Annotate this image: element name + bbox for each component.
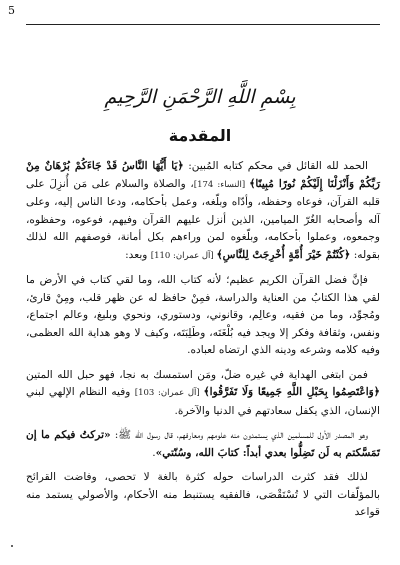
header-rule xyxy=(26,24,380,25)
basmala: بِسْمِ اللَّهِ الرَّحْمَنِ الرَّحِيمِ xyxy=(104,86,296,108)
paragraph-1 xyxy=(26,158,380,265)
verse-reference: [النساء: 174] xyxy=(193,179,250,190)
page-number: 5 xyxy=(8,4,15,17)
hadith-quote: «تركتُ فيكم ما إن تَمَسَّكتم به لَن تَضِلُّوا بعدي أبداً: كتابَ الله، وسُنّتي» xyxy=(26,429,380,459)
verse-reference: [آل عمران: 110] xyxy=(150,250,217,261)
paragraph-4 xyxy=(26,427,380,462)
verse-reference: [آل عمران: 103] xyxy=(134,388,204,398)
quran-verse: ﴿وَاعْتَصِمُوا بِحَبْلِ اللَّهِ جَمِيعًا وَلَا تَفَرَّقُوا﴾ xyxy=(203,386,380,398)
text: وبعد: xyxy=(125,248,151,261)
text: . xyxy=(152,446,156,459)
body-text xyxy=(26,158,380,529)
quran-verse: ﴿يَا أَيُّهَا النَّاسُ قَدْ جَاءَكُمْ بُرْهَانٌ مِنْ رَبِّكُمْ وَأَنْزَلْنَا إِلَيْكُمْ نُورًا مُبِينًا﴾ xyxy=(26,160,380,190)
text: وهو المصدر الأول للمسلمين الذي يستمدون منه علومهم ومعارفهم، قال رسول الله ﷺ: xyxy=(110,429,369,441)
quran-verse: ﴿كُنْتُمْ خَيْرَ أُمَّةٍ أُخْرِجَتْ لِلنَّاسِ﴾ xyxy=(216,248,351,261)
paragraph-3 xyxy=(26,367,380,421)
text: فمن ابتغى الهداية في غيره ضلّ، ومَن استمسك به نجا، فهو حبل الله المتين xyxy=(26,368,368,381)
text: الحمد لله القائل في محكم كتابه المُبين: xyxy=(183,160,368,172)
section-title: المقدمة xyxy=(168,126,232,145)
text: وفيه النظام الإلهي لبني الإنسان، الذي يكفل سعادتهم في الدنيا والآخرة. xyxy=(26,386,380,417)
paragraph-5: لذلك فقد كثرت الدراسات حوله كثرة بالغة لا تحصى، وفاضت القرائح بالمؤلّفات التي لا تُسْتَقْصَى، فالفقيه يستنبط منه الأحكام، والأصولي يستمد منه قواعد xyxy=(26,471,380,518)
paragraph-2: فإنَّ فضل القرآن الكريم عظيم؛ لأنه كتاب الله، وما لقي كتاب في الأرض ما لقي هذا الكتابُ من العناية والدراسة، فمِنْ حافظ له عن ظهر قلب، ومِنْ قارئ، ومُجوِّد، وما من فقيه، وعالِم، وقانوني، ودستوري، ونحوي وبليغ، وعالم اجتماع، ونفس، وثقافة وفكر إلا ويجد فيه بُلْغَتَه، وطَلِبَتَه، وكيف لا وهو هداية الله العظمى، وفيه كلامه وشرعه ودينه الذي ارتضاه لعباده. xyxy=(26,274,380,356)
page-mark xyxy=(11,545,13,547)
text: ، والصلاة والسلام على مَن أُنزِلَ على قلبه القرآن، فوعاه وحفظه، وأدّاه وبلّغه، وعمل بأحكامه، ودعا الناس إليه، وعلى آله وأصحابه الغُرّ الميامين، الذين أنزل عليهم القرآن وفيهم، فوعوه، وحفظوه، وجمعوه، وعملوا بأحكامه، وبلّغوه لمن وراءهم بكل أمانة، فوصفهم الله لذلك بقوله: xyxy=(26,177,380,261)
